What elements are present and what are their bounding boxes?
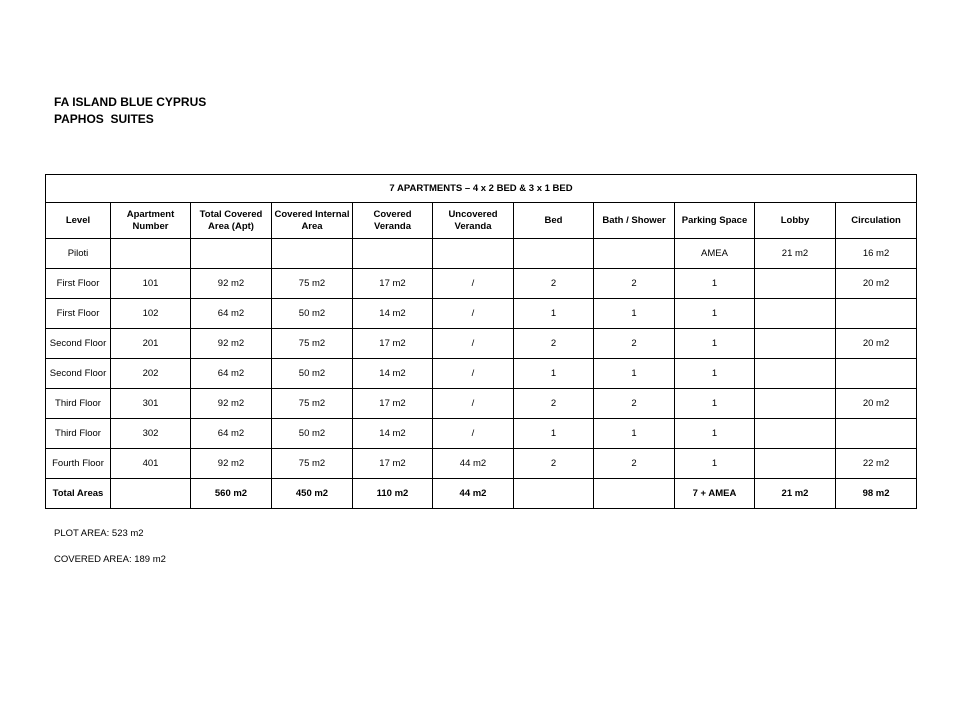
table-header-row [46,203,917,239]
column-header: Covered Internal Area [272,203,353,239]
table-cell: 101 [111,269,191,299]
table-cell: 64 m2 [191,359,272,389]
plot-area-note: PLOT AREA: 523 m2 [54,528,144,539]
column-header: Lobby [755,203,836,239]
table-cell: 92 m2 [191,269,272,299]
table-cell: / [433,389,514,419]
table-cell: 302 [111,419,191,449]
title-line-1: FA ISLAND BLUE CYPRUS [54,95,207,109]
table-cell: 75 m2 [272,449,353,479]
table-cell: First Floor [46,299,111,329]
table-cell: 50 m2 [272,359,353,389]
table-cell: 201 [111,329,191,359]
table-cell: 22 m2 [836,449,917,479]
table-cell: AMEA [675,239,755,269]
table-cell: 1 [675,359,755,389]
table-cell: 20 m2 [836,389,917,419]
table-cell: / [433,359,514,389]
table-cell: 1 [514,359,594,389]
column-header: Level [46,203,111,239]
table-cell: 14 m2 [353,299,433,329]
table-cell: 17 m2 [353,449,433,479]
total-cell: 98 m2 [836,479,917,509]
table-row [46,269,917,299]
table-cell [514,239,594,269]
area-notes [54,528,166,580]
table-cell: 2 [514,449,594,479]
table-cell [191,239,272,269]
table-cell: 17 m2 [353,329,433,359]
table-caption: 7 APARTMENTS – 4 x 2 BED & 3 x 1 BED [46,175,917,203]
table-cell: Third Floor [46,419,111,449]
table-cell: 20 m2 [836,329,917,359]
table-row [46,299,917,329]
table-cell: / [433,329,514,359]
covered-area-note: COVERED AREA: 189 m2 [54,554,166,565]
table-cell: / [433,269,514,299]
table-cell: 64 m2 [191,299,272,329]
table-cell: 17 m2 [353,389,433,419]
column-header: Bed [514,203,594,239]
table-cell: / [433,299,514,329]
table-row [46,239,917,269]
total-cell: 110 m2 [353,479,433,509]
table-cell [755,419,836,449]
table-cell: 1 [675,329,755,359]
column-header: Circulation [836,203,917,239]
table-cell: 2 [514,329,594,359]
table-cell: 2 [594,269,675,299]
table-cell: Second Floor [46,359,111,389]
table-cell: First Floor [46,269,111,299]
table-cell [272,239,353,269]
table-cell [836,299,917,329]
table-cell [755,269,836,299]
total-row [46,479,917,509]
table-cell: 1 [675,449,755,479]
table-cell: 1 [594,359,675,389]
total-cell [111,479,191,509]
total-cell: Total Areas [46,479,111,509]
column-header: Total Covered Area (Apt) [191,203,272,239]
table-cell: Second Floor [46,329,111,359]
column-header: Covered Veranda [353,203,433,239]
total-cell: 21 m2 [755,479,836,509]
table-cell: 75 m2 [272,389,353,419]
table-cell: Third Floor [46,389,111,419]
table-cell: 1 [675,299,755,329]
table-cell: 75 m2 [272,329,353,359]
table-cell [353,239,433,269]
table-cell: 1 [594,299,675,329]
table-cell: 92 m2 [191,329,272,359]
table-cell: 1 [514,419,594,449]
column-header: Uncovered Veranda [433,203,514,239]
table-cell [755,359,836,389]
table-cell [836,359,917,389]
table-cell: 102 [111,299,191,329]
table-cell: 44 m2 [433,449,514,479]
total-cell [514,479,594,509]
table-cell: 50 m2 [272,419,353,449]
table-cell [755,389,836,419]
table-cell: 2 [514,389,594,419]
table-cell: 20 m2 [836,269,917,299]
table-cell: 92 m2 [191,389,272,419]
total-cell: 44 m2 [433,479,514,509]
table-cell [755,449,836,479]
total-cell: 560 m2 [191,479,272,509]
table-cell: 202 [111,359,191,389]
total-cell [594,479,675,509]
table-cell [755,299,836,329]
title-line-2: PAPHOS SUITES [54,112,154,126]
table-cell [433,239,514,269]
table-cell [594,239,675,269]
table-cell: 1 [675,389,755,419]
table-cell: 14 m2 [353,359,433,389]
table-row [46,329,917,359]
table-cell: / [433,419,514,449]
table-row [46,389,917,419]
table-row [46,419,917,449]
table-cell: Piloti [46,239,111,269]
table-cell: 16 m2 [836,239,917,269]
table-cell: 14 m2 [353,419,433,449]
column-header: Parking Space [675,203,755,239]
table-caption-row [46,175,917,203]
table-cell [111,239,191,269]
table-cell: 301 [111,389,191,419]
table-cell: 2 [594,329,675,359]
table-cell: 50 m2 [272,299,353,329]
table-row [46,449,917,479]
table-cell: 401 [111,449,191,479]
table-cell: 92 m2 [191,449,272,479]
table-cell: 1 [675,419,755,449]
document-title [54,94,206,128]
table-cell: 17 m2 [353,269,433,299]
total-cell: 7 + AMEA [675,479,755,509]
table-cell: 21 m2 [755,239,836,269]
table-cell [755,329,836,359]
table-cell: 1 [675,269,755,299]
table-cell: 2 [594,389,675,419]
column-header: Apartment Number [111,203,191,239]
apartments-table [45,174,917,509]
table-cell: 2 [514,269,594,299]
table-cell: 1 [594,419,675,449]
table-cell: Fourth Floor [46,449,111,479]
table-cell: 2 [594,449,675,479]
column-header: Bath / Shower [594,203,675,239]
table-row [46,359,917,389]
table-cell [836,419,917,449]
total-cell: 450 m2 [272,479,353,509]
table-cell: 64 m2 [191,419,272,449]
table-cell: 75 m2 [272,269,353,299]
table-cell: 1 [514,299,594,329]
